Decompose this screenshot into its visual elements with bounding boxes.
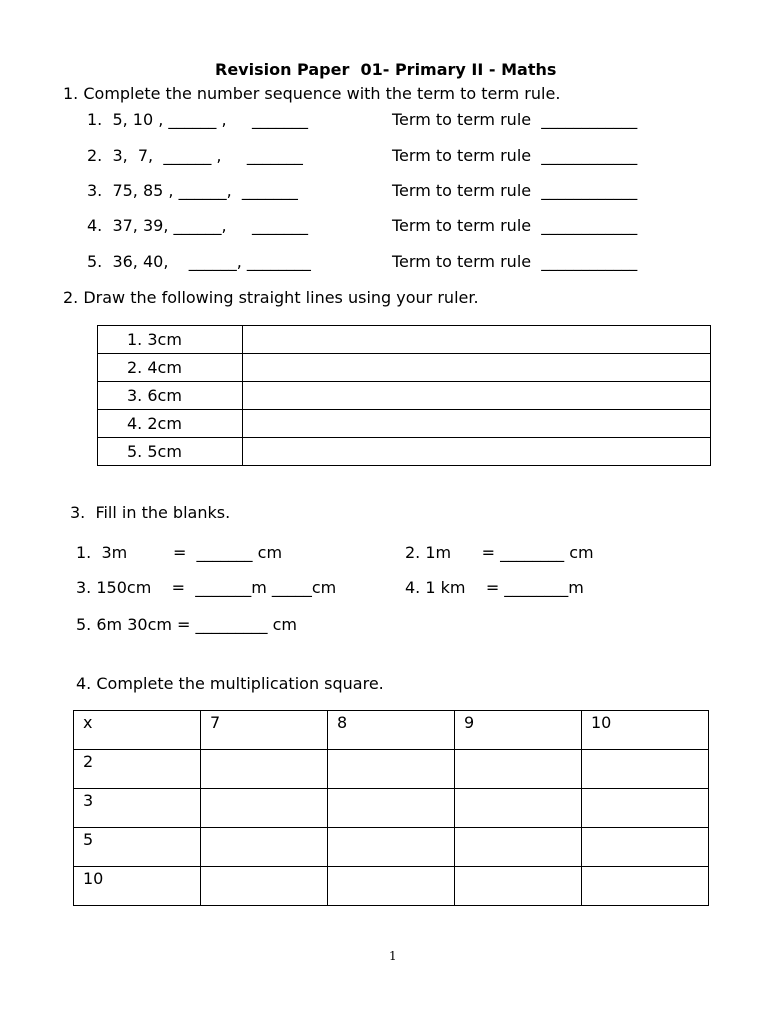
drawing-cell[interactable]	[243, 382, 711, 410]
header-cell: 8	[328, 711, 455, 750]
q3-item-4: 4. 1 km = ________m	[405, 578, 584, 597]
answer-cell[interactable]	[201, 828, 328, 867]
header-cell: 9	[455, 711, 582, 750]
drawing-cell[interactable]	[243, 326, 711, 354]
drawing-cell[interactable]	[243, 410, 711, 438]
q1-rule-5: Term to term rule ____________	[392, 252, 638, 271]
q4-heading: 4. Complete the multiplication square.	[76, 674, 384, 693]
answer-cell[interactable]	[328, 828, 455, 867]
page-title: Revision Paper 01- Primary II - Maths	[215, 60, 557, 79]
q1-seq-3: 3. 75, 85 , ______, _______	[87, 181, 298, 200]
answer-cell[interactable]	[582, 867, 709, 906]
line-length-label: 3. 6cm	[98, 382, 243, 410]
table-row	[74, 828, 709, 867]
q3-heading: 3. Fill in the blanks.	[70, 503, 231, 522]
q1-seq-4: 4. 37, 39, ______, _______	[87, 216, 309, 235]
answer-cell[interactable]	[328, 750, 455, 789]
row-header-cell: 10	[74, 867, 201, 906]
q1-seq-5: 5. 36, 40, ______, ________	[87, 252, 311, 271]
answer-cell[interactable]	[582, 828, 709, 867]
table-row	[98, 354, 711, 382]
q1-heading: 1. Complete the number sequence with the term to term rule.	[63, 84, 561, 103]
answer-cell[interactable]	[455, 789, 582, 828]
q1-rule-4: Term to term rule ____________	[392, 216, 638, 235]
answer-cell[interactable]	[201, 789, 328, 828]
page-number: 1	[389, 949, 397, 963]
answer-cell[interactable]	[455, 828, 582, 867]
answer-cell[interactable]	[582, 750, 709, 789]
table-row	[98, 382, 711, 410]
answer-cell[interactable]	[582, 789, 709, 828]
table-row	[74, 711, 709, 750]
answer-cell[interactable]	[201, 867, 328, 906]
drawing-cell[interactable]	[243, 354, 711, 382]
line-length-label: 5. 5cm	[98, 438, 243, 466]
answer-cell[interactable]	[328, 789, 455, 828]
q3-item-2: 2. 1m = ________ cm	[405, 543, 594, 562]
table-row	[98, 410, 711, 438]
q1-seq-2: 2. 3, 7, ______ , _______	[87, 146, 303, 165]
q3-item-3: 3. 150cm = _______m _____cm	[76, 578, 337, 597]
multiplication-square	[73, 710, 709, 906]
header-cell: 10	[582, 711, 709, 750]
q1-rule-3: Term to term rule ____________	[392, 181, 638, 200]
line-length-label: 4. 2cm	[98, 410, 243, 438]
q3-item-5: 5. 6m 30cm = _________ cm	[76, 615, 297, 634]
answer-cell[interactable]	[201, 750, 328, 789]
q1-seq-1: 1. 5, 10 , ______ , _______	[87, 110, 309, 129]
q1-rule-2: Term to term rule ____________	[392, 146, 638, 165]
row-header-cell: 2	[74, 750, 201, 789]
table-row	[74, 750, 709, 789]
q3-item-1: 1. 3m = _______ cm	[76, 543, 283, 562]
header-cell: x	[74, 711, 201, 750]
line-length-label: 1. 3cm	[98, 326, 243, 354]
table-row	[74, 867, 709, 906]
table-row	[98, 326, 711, 354]
header-cell: 7	[201, 711, 328, 750]
drawing-cell[interactable]	[243, 438, 711, 466]
row-header-cell: 3	[74, 789, 201, 828]
answer-cell[interactable]	[455, 867, 582, 906]
table-row	[74, 789, 709, 828]
lines-table	[97, 325, 711, 466]
q2-heading: 2. Draw the following straight lines using your ruler.	[63, 288, 479, 307]
answer-cell[interactable]	[455, 750, 582, 789]
answer-cell[interactable]	[328, 867, 455, 906]
q1-rule-1: Term to term rule ____________	[392, 110, 638, 129]
row-header-cell: 5	[74, 828, 201, 867]
table-row	[98, 438, 711, 466]
line-length-label: 2. 4cm	[98, 354, 243, 382]
